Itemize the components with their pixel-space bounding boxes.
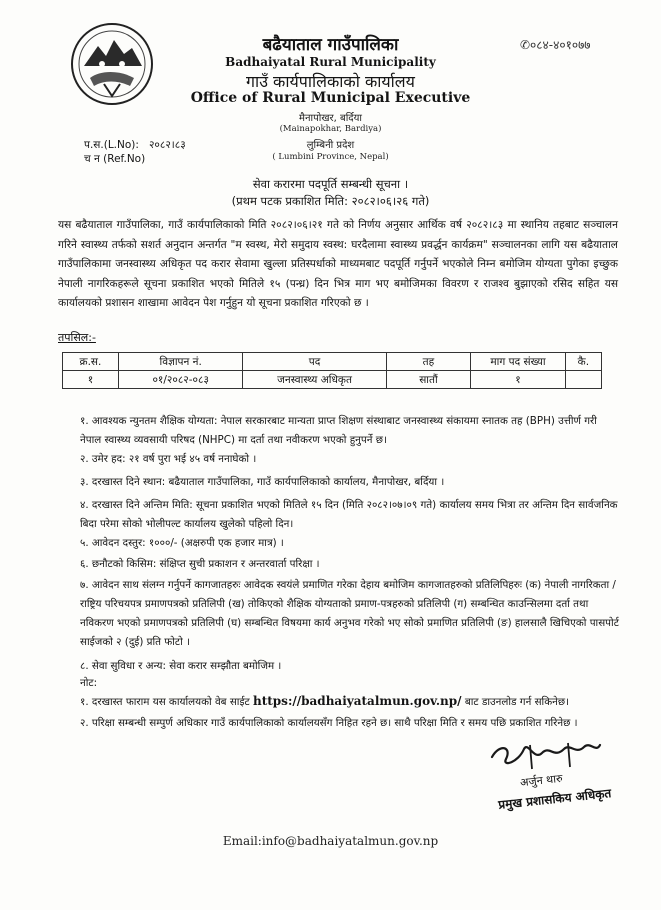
letter-number-value: २०८२।८३ bbox=[148, 139, 186, 151]
letter-number-label: प.स.(L.No): bbox=[84, 139, 139, 151]
table-header: कै. bbox=[565, 353, 601, 371]
signatory-name: अर्जुन थारु bbox=[519, 771, 564, 790]
office-name-np: गाउँ कार्यपालिकाको कार्यालय bbox=[246, 72, 415, 91]
province-en: ( Lumbini Province, Nepal) bbox=[272, 152, 389, 162]
notice-subject: सेवा करारमा पदपूर्ति सम्बन्धी सूचना । bbox=[252, 177, 409, 191]
table-cell: जनस्वास्थ्य अधिकृत bbox=[243, 371, 386, 389]
note-exam-authority: २. परिक्षा सम्बन्धी सम्पुर्ण अधिकार गाउँ कार्यपालिकाको कार्यालयसँग निहित रहने छ। साथै परिक्षा मिति र समय पछि प्रकाशित गरिनेछ । bbox=[80, 717, 578, 729]
note-download bbox=[80, 694, 620, 709]
condition-selection: ६. छनौटको किसिम: संक्षिप्त सुची प्रकाशन र अन्तरवार्ता परिक्षा । bbox=[80, 558, 320, 570]
condition-documents: ७. आवेदन साथ संलग्न गर्नुपर्ने कागजातहरुः आवेदक स्वयंले प्रमाणित गरेका देहाय बमोजिम कागजातहरुको प्रतिलिपिहरुः (क) नेपाली नागरिकता / राष्ट्रिय परिचयपत्र प्रमाणपत्रको प्रतिलिपी (ख) तोकिएको शैक्षिक योग्यताको प्रमाण-पत्रहरुको प्रतिलिपी (ग) सम्बन्धित काउन्सिलमा दर्ता तथा नविकरण भएको प्रमाणपत्रको प्रतिलिपी (घ) सम्बन्धित विषयमा कार्य अनुभव गरेको भए सोको प्रमाणित प्रतिलिपी (ङ) हालसालै खिचिएको पासपोर्ट साईजको २ (दुई) प्रति फोटो । bbox=[80, 579, 619, 648]
ref-number-label: च न (Ref.No) bbox=[84, 153, 146, 165]
letter-number bbox=[84, 138, 186, 152]
phone-number: ✆०८४-४०१०७७ bbox=[520, 38, 591, 52]
condition-qualification: १. आवश्यक न्युनतम शैक्षिक योग्यता: नेपाल सरकारबाट मान्यता प्राप्त शिक्षण संस्थाबाट जनस्वास्थ्य संकायमा स्नातक तह (BPH) उत्तीर्ण गरी नेपाल स्वास्थ्य व्यवसायी परिषद (NHPC) मा दर्ता तथा नवीकरण भएको हुनुपर्ने छ। bbox=[80, 415, 597, 446]
table-cell bbox=[565, 371, 601, 389]
table-header: पद bbox=[243, 353, 386, 371]
office-name-en: Office of Rural Municipal Executive bbox=[190, 90, 471, 106]
table-header-row bbox=[63, 353, 602, 371]
table-cell: १ bbox=[63, 371, 119, 389]
condition-benefits: ८. सेवा सुविधा र अन्य: सेवा करार सम्झौता बमोजिम । bbox=[80, 660, 282, 672]
condition-fee: ५. आवेदन दस्तुर: १०००/- (अक्षरुपी एक हजार मात्र) । bbox=[80, 537, 284, 549]
website-link[interactable]: https://badhaiyatalmun.gov.np/ bbox=[252, 694, 462, 708]
vacancy-table bbox=[62, 352, 602, 389]
table-cell: सातौं bbox=[386, 371, 471, 389]
condition-deadline: ४. दरखास्त दिने अन्तिम मिति: सूचना प्रकाशित भएको मितिले १५ दिन (मिति २०८२।०७।०९ गते) कार्यालय समय भित्रा तर अन्तिम दिन सार्वजनिक बिदा परेमा सोको भोलीपल्ट कार्यालय खुलेको पहिलो दिन। bbox=[80, 499, 618, 530]
note-download-prefix: १. दरखास्त फाराम यस कार्यालयको वेब साईट bbox=[80, 696, 250, 708]
signatory-title: प्रमुख प्रशासकिय अधिकृत bbox=[497, 786, 612, 812]
footer-email: Email:info@badhaiyatalmun.gov.np bbox=[222, 834, 439, 848]
table-cell: ०१/२०८२-०८३ bbox=[118, 371, 243, 389]
table-header: तह bbox=[386, 353, 471, 371]
table-row bbox=[63, 371, 602, 389]
note-download-suffix: बाट डाउनलोड गर्न सकिनेछ। bbox=[464, 696, 569, 708]
body-paragraph: यस बढैयाताल गाउँपालिका, गाउँ कार्यपालिकाको मिति २०८२।०६।२१ गते को निर्णय अनुसार आर्थिक वर्ष २०८२।८३ मा स्थानिय तहबाट सञ्चालन गरिने स्वास्थ्य तर्फको सशर्त अनुदान अन्तर्गत "म स्वस्थ, मेरो समुदाय स्वस्थ: घरदैलामा स्वास्थ्य प्रवर्द्धन कार्यक्रम" सञ्चालनका लागि यस बढैयाताल गाउँपालिकामा जनस्वास्थ्य अधिकृत पद करार सेवामा खुल्ला प्रतिस्पर्धाको माध्यमबाट पदपूर्ति गर्नुपर्ने भएकोले निम्न बमोजिम योग्यता पुगेका इच्छुक नेपाली नागरिकहरूले सूचना प्रकाशित भएको मितिले १५ (पन्ध्र) दिन भित्र माग भए बमोजिमका विवरण र राजश्व बुझाएको रसिद सहित यस कार्यालयको प्रशासन शाखामा आवेदन पेश गर्नुहुन यो सूचना प्रकाशित गरिएको छ । bbox=[58, 219, 618, 309]
municipality-name-en: Badhaiyatal Rural Municipality bbox=[225, 55, 436, 69]
details-label: तपसिल:- bbox=[58, 331, 96, 344]
address-en: (Mainapokhar, Bardiya) bbox=[279, 124, 382, 134]
municipality-name-np: बढैयाताल गाउँपालिका bbox=[262, 35, 399, 55]
address-np: मैनापोखर, बर्दिया bbox=[298, 113, 363, 124]
province-np: लुम्बिनी प्रदेश bbox=[306, 140, 355, 151]
table-header: क्र.स. bbox=[63, 353, 119, 371]
condition-age: २. उमेर हद: २१ वर्ष पुरा भई ४५ वर्ष ननाघेको । bbox=[80, 453, 257, 465]
publish-date: (प्रथम पटक प्रकाशित मिति: २०८२।०६।२६ गते) bbox=[231, 194, 430, 208]
note-label: नोट: bbox=[80, 677, 98, 689]
table-header: माग पद संख्या bbox=[471, 353, 565, 371]
condition-place: ३. दरखास्त दिने स्थान: बढैयाताल गाउँपालिका, गाउँ कार्यपालिकाको कार्यालय, मैनापोखर, बर्दिया । bbox=[80, 476, 445, 488]
table-header: विज्ञापन नं. bbox=[118, 353, 243, 371]
table-cell: १ bbox=[471, 371, 565, 389]
